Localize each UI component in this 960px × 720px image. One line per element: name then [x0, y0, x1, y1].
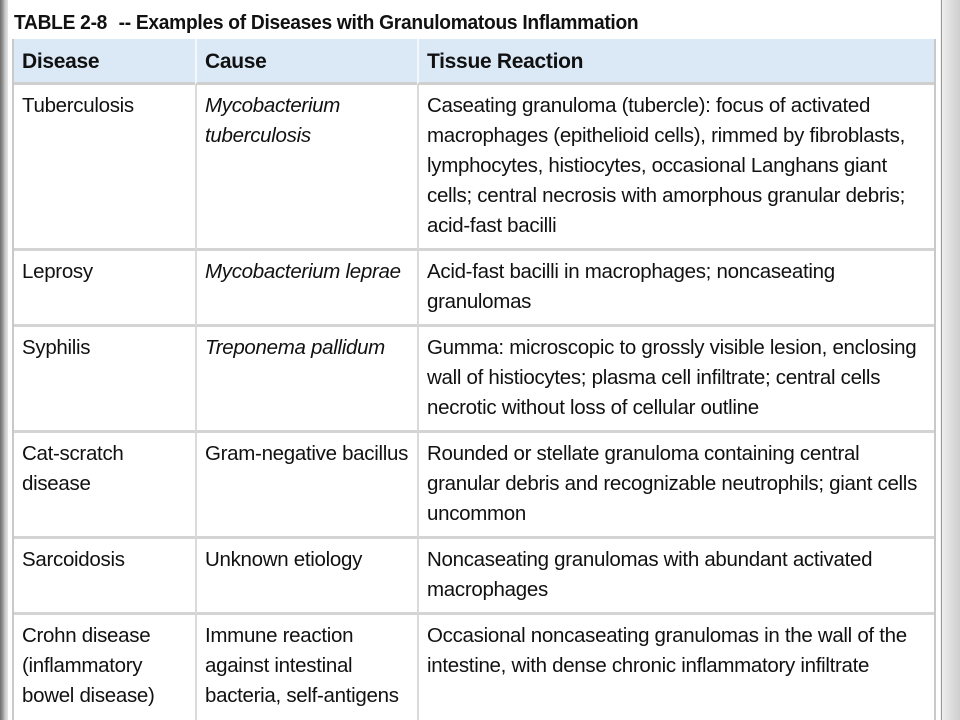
- tissue-reaction-cell: Caseating granuloma (tubercle): focus of activated macrophages (epithelioid cells), rimmed by fibroblasts, lymphocytes, histiocytes, occasional Langhans giant cells; central necrosis with amorphous granular debris; acid-fast bacilli: [417, 85, 934, 251]
- table-container: [12, 39, 936, 720]
- tissue-reaction-cell: Acid-fast bacilli in macrophages; noncaseating granulomas: [417, 251, 934, 327]
- table-row: [14, 539, 934, 615]
- header-disease: Disease: [14, 39, 195, 85]
- cause-cell: Mycobacterium leprae: [195, 251, 417, 327]
- table-row: [14, 615, 934, 720]
- header-cause: Cause: [195, 39, 417, 85]
- table-header-row: [14, 39, 934, 85]
- title-separator: --: [118, 12, 131, 34]
- cause-cell: Immune reaction against intestinal bacteria, self-antigens: [195, 615, 417, 720]
- disease-cell: Sarcoidosis: [14, 539, 195, 615]
- cause-cell: Unknown etiology: [195, 539, 417, 615]
- table-number: TABLE 2-8: [14, 12, 108, 34]
- header-tissue-reaction: Tissue Reaction: [417, 39, 934, 85]
- right-frame-line: [941, 0, 942, 720]
- table-row: [14, 433, 934, 539]
- tissue-reaction-cell: Gumma: microscopic to grossly visible lesion, enclosing wall of histiocytes; plasma cell infiltrate; central cells necrotic without loss of cellular outline: [417, 327, 934, 433]
- diseases-table: [14, 39, 934, 720]
- cause-cell: Mycobacterium tuberculosis: [195, 85, 417, 251]
- cause-cell: Gram-negative bacillus: [195, 433, 417, 539]
- right-frame-edge: [940, 0, 960, 720]
- table-row: [14, 251, 934, 327]
- disease-cell: Syphilis: [14, 327, 195, 433]
- table-title: [14, 12, 638, 35]
- table-row: [14, 85, 934, 251]
- table-row: [14, 327, 934, 433]
- disease-cell: Leprosy: [14, 251, 195, 327]
- tissue-reaction-cell: Noncaseating granulomas with abundant activated macrophages: [417, 539, 934, 615]
- disease-cell: Crohn disease (inflammatory bowel disease): [22, 624, 155, 707]
- tissue-reaction-cell: Rounded or stellate granuloma containing central granular debris and recognizable neutrophils; giant cells uncommon: [417, 433, 934, 539]
- disease-cell: Tuberculosis: [14, 85, 195, 251]
- cause-cell: Treponema pallidum: [195, 327, 417, 433]
- table-title-text: Examples of Diseases with Granulomatous Inflammation: [135, 12, 639, 34]
- disease-cell: Cat-scratch disease: [14, 433, 195, 539]
- left-frame-edge: [0, 0, 8, 720]
- tissue-reaction-cell: Occasional noncaseating granulomas in the wall of the intestine, with dense chronic inflammatory infiltrate: [417, 615, 934, 720]
